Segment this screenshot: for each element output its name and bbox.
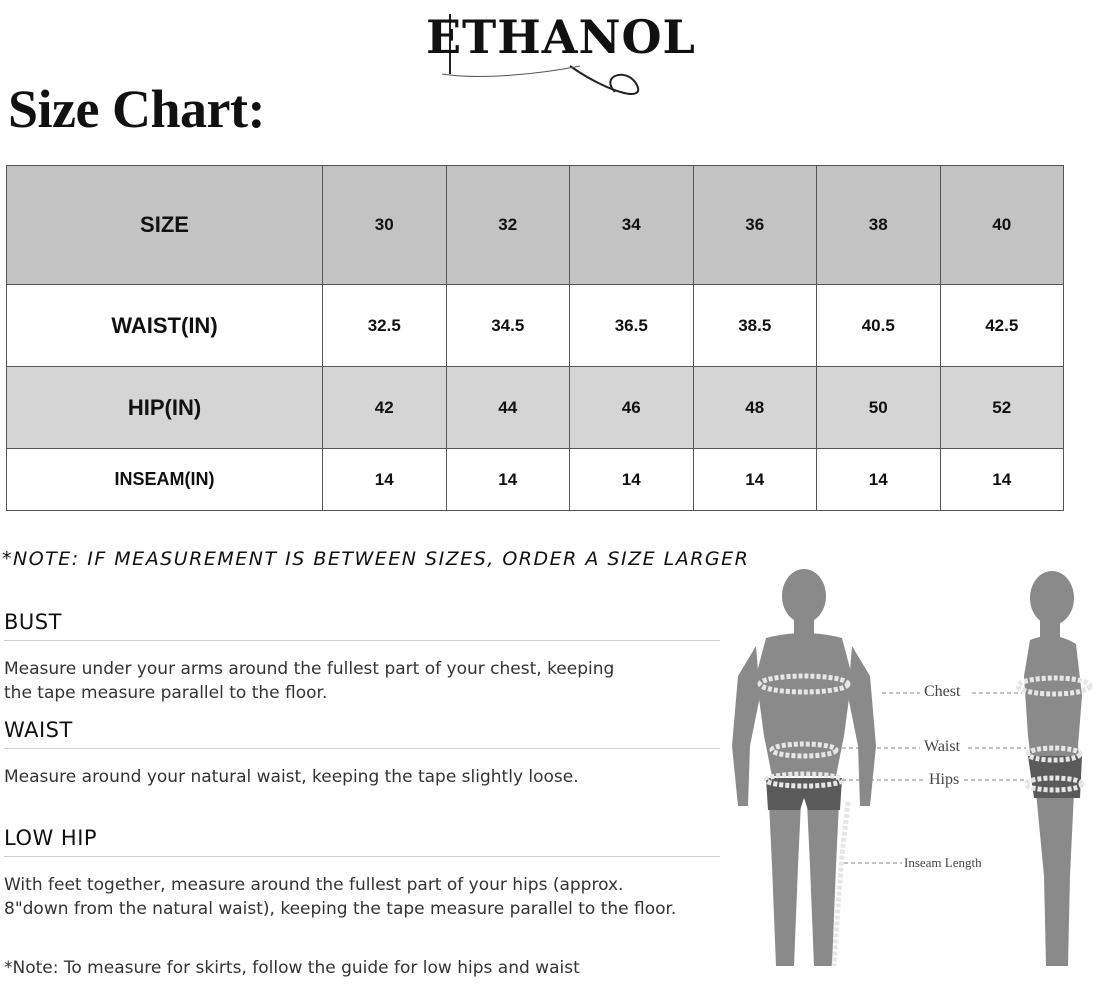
- value-cell: 40.5: [817, 285, 941, 367]
- brand-name: ETHANOL: [426, 10, 696, 64]
- page-title: Size Chart:: [8, 79, 265, 139]
- value-cell: 48: [693, 367, 817, 449]
- table-row-inseam: [7, 449, 1064, 511]
- section-waist: [4, 718, 720, 789]
- row-header-cell: WAIST(IN): [7, 285, 323, 367]
- section-description: [4, 873, 720, 921]
- table-row-waist: [7, 285, 1064, 367]
- value-cell: 14: [570, 449, 694, 511]
- section-bust: [4, 610, 720, 705]
- section-heading: WAIST: [4, 718, 720, 749]
- brand-logo: [420, 4, 710, 104]
- value-cell: 14: [817, 449, 941, 511]
- table-row-hip: [7, 367, 1064, 449]
- section-heading: LOW HIP: [4, 826, 720, 857]
- value-cell: 36.5: [570, 285, 694, 367]
- row-header-cell: HIP(IN): [7, 367, 323, 449]
- hips-label: Hips: [929, 771, 960, 788]
- value-cell: 46: [570, 367, 694, 449]
- value-cell: 14: [446, 449, 570, 511]
- description-line: Measure around your natural waist, keeping the tape slightly loose.: [4, 767, 579, 787]
- size-table: [6, 165, 1064, 511]
- value-cell: 38.5: [693, 285, 817, 367]
- inseam-label: Inseam Length: [904, 855, 982, 870]
- description-line: Measure under your arms around the fullest part of your chest, keeping: [4, 659, 615, 679]
- description-line: the tape measure parallel to the floor.: [4, 683, 328, 703]
- value-cell: 42.5: [940, 285, 1064, 367]
- size-header-cell: SIZE: [7, 166, 323, 285]
- value-cell: 34.5: [446, 285, 570, 367]
- value-cell: 14: [323, 449, 447, 511]
- size-cell: 40: [940, 166, 1064, 285]
- size-cell: 30: [323, 166, 447, 285]
- value-cell: 14: [693, 449, 817, 511]
- size-cell: 38: [817, 166, 941, 285]
- value-cell: 32.5: [323, 285, 447, 367]
- description-line: 8"down from the natural waist), keeping the tape measure parallel to the floor.: [4, 899, 677, 919]
- size-cell: 32: [446, 166, 570, 285]
- value-cell: 50: [817, 367, 941, 449]
- section-description: [4, 657, 720, 705]
- value-cell: 52: [940, 367, 1064, 449]
- row-header-cell: INSEAM(IN): [7, 449, 323, 511]
- value-cell: 42: [323, 367, 447, 449]
- body-silhouette-icon: [724, 566, 1098, 990]
- size-cell: 36: [693, 166, 817, 285]
- section-heading: BUST: [4, 610, 720, 641]
- skirt-note: *Note: To measure for skirts, follow the guide for low hips and waist: [4, 958, 580, 978]
- value-cell: 44: [446, 367, 570, 449]
- chest-label: Chest: [924, 683, 961, 700]
- size-cell: 34: [570, 166, 694, 285]
- table-row-size: [7, 166, 1064, 285]
- measurement-figure: [724, 566, 1098, 990]
- sizing-note: *NOTE: IF MEASUREMENT IS BETWEEN SIZES, ORDER A SIZE LARGER: [2, 548, 750, 570]
- section-description: [4, 765, 720, 789]
- section-low-hip: [4, 826, 720, 921]
- value-cell: 14: [940, 449, 1064, 511]
- description-line: With feet together, measure around the fullest part of your hips (approx.: [4, 875, 624, 895]
- waist-label: Waist: [924, 738, 961, 755]
